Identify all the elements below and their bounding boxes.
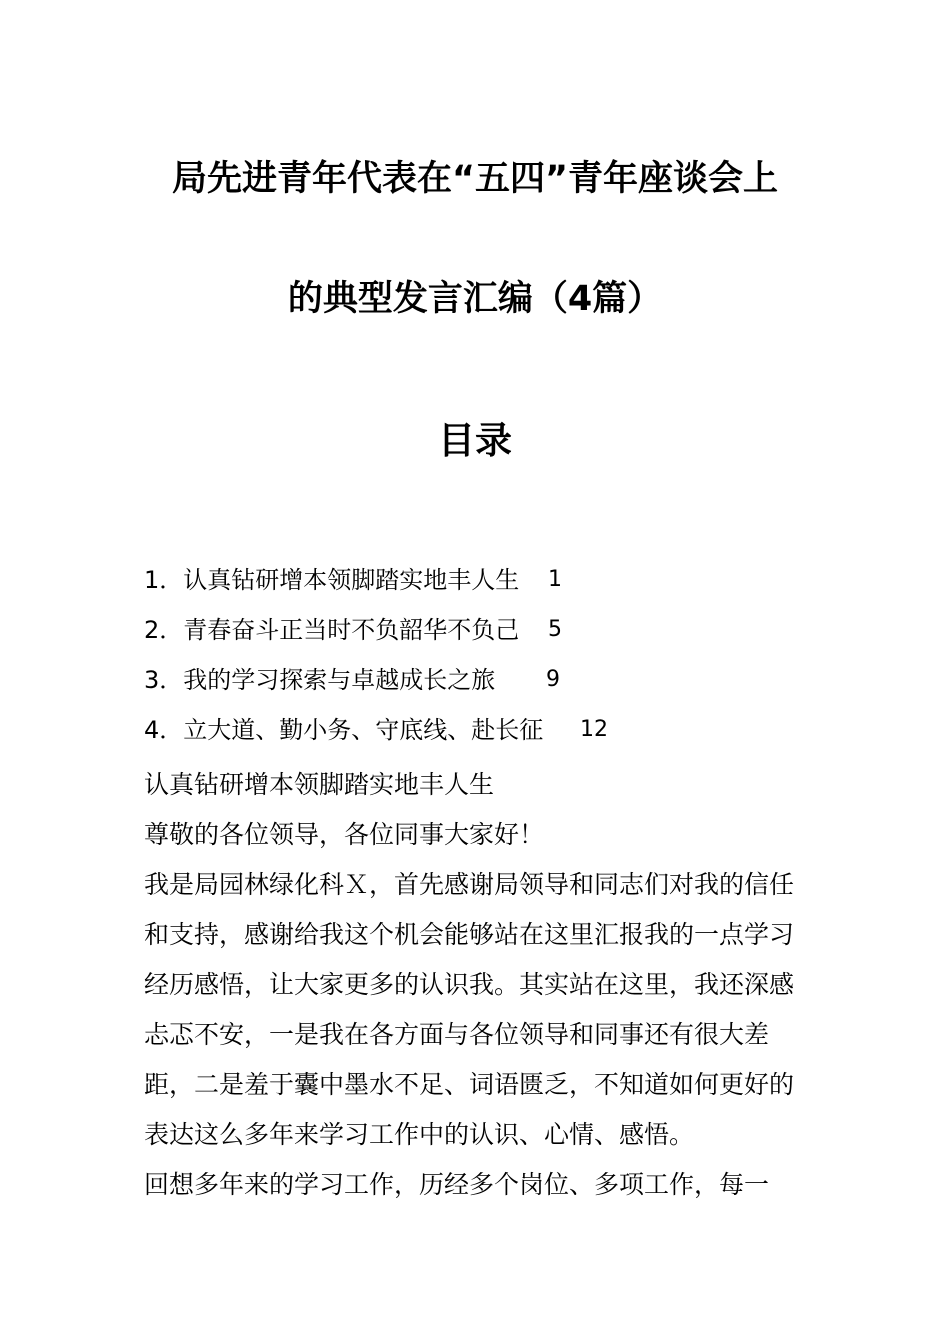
document-title-line-2: 的典型发言汇编（4篇） bbox=[287, 279, 663, 319]
toc-item-page: 5 bbox=[548, 617, 562, 642]
toc-item-title: 认真钻研增本领脚踏实地丰人生 bbox=[183, 566, 520, 594]
body-paragraph: 回想多年来的学习工作，历经多个岗位、多项工作，每一 bbox=[144, 1170, 770, 1199]
toc-heading: 目录 bbox=[438, 419, 512, 462]
document-body bbox=[144, 760, 808, 1210]
toc-item-page: 12 bbox=[580, 717, 608, 742]
toc-item-number: 2． bbox=[144, 616, 184, 644]
section-title: 认真钻研增本领脚踏实地丰人生 bbox=[144, 770, 495, 799]
table-of-contents bbox=[144, 562, 824, 762]
toc-item-page: 9 bbox=[546, 667, 560, 692]
toc-item-2[interactable] bbox=[144, 612, 824, 662]
toc-item-4[interactable] bbox=[144, 712, 824, 762]
toc-item-1[interactable] bbox=[144, 562, 824, 612]
body-paragraph: 我是局园林绿化科Ｘ，首先感谢局领导和同志们对我的信任和支持，感谢给我这个机会能够站在这里汇报我的一点学习经历感悟，让大家更多的认识我。其实站在这里，我还深感忐忑不安，一是我在各方面与各位领导和同事还有很大差距，二是羞于囊中墨水不足、词语匮乏，不知道如何更好的表达这么多年来学习工作中的认识、心情、感悟。 bbox=[144, 870, 795, 1149]
toc-item-page: 1 bbox=[548, 567, 562, 592]
toc-item-number: 1． bbox=[144, 566, 184, 594]
toc-item-title: 青春奋斗正当时不负韶华不负己 bbox=[183, 616, 520, 644]
toc-item-number: 3． bbox=[144, 666, 184, 694]
toc-item-title: 立大道、勤小务、守底线、赴长征 bbox=[183, 716, 544, 744]
toc-item-title: 我的学习探索与卓越成长之旅 bbox=[183, 666, 496, 694]
document-title-line-1: 局先进青年代表在“五四”青年座谈会上 bbox=[171, 159, 778, 199]
toc-item-number: 4． bbox=[144, 716, 184, 744]
toc-item-3[interactable] bbox=[144, 662, 824, 712]
greeting: 尊敬的各位领导，各位同事大家好！ bbox=[144, 820, 545, 849]
